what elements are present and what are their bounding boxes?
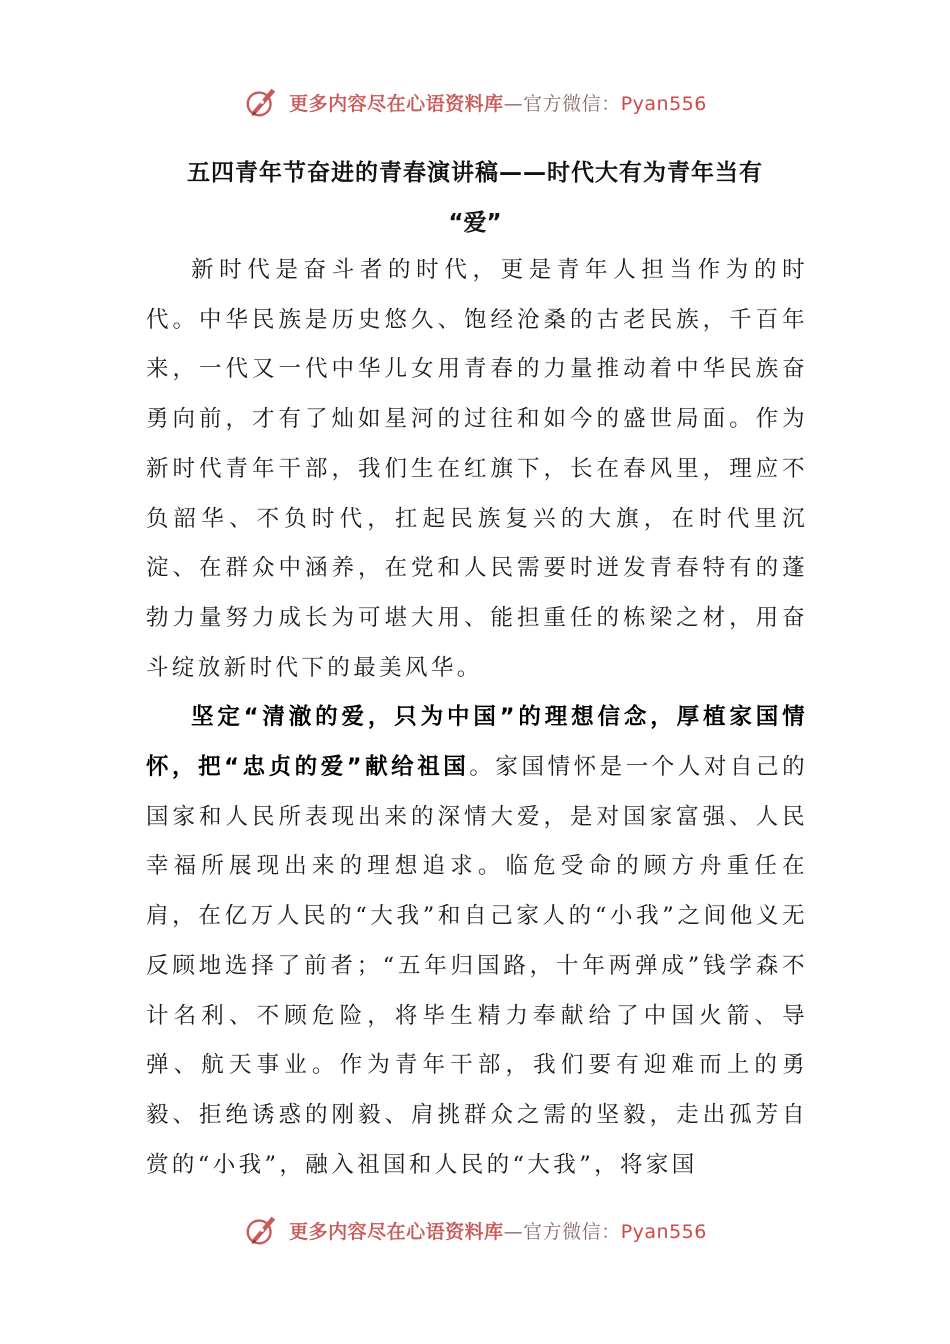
paragraph-1: 新时代是奋斗者的时代，更是青年人担当作为的时代。中华民族是历史悠久、饱经沧桑的古老民族，千百年来，一代又一代中华儿女用青春的力量推动着中华民族奋勇向前，才有了灿如星河的过往和如今的盛世局面。作为新时代青年干部，我们生在红旗下，长在春风里，理应不负韶华、不负时代，扛起民族复兴的大旗，在时代里沉淀、在群众中涵养，在党和人民需要时迸发青春特有的蓬勃力量努力成长为可堪大用、能担重任的栋梁之材，用奋斗绽放新时代下的最美风华。 <box>146 257 808 681</box>
footer-watermark <box>0 1210 950 1250</box>
document-title-line-2: “爱” <box>448 210 502 236</box>
watermark-main: 更多内容尽在心语资料库 <box>289 92 504 115</box>
watermark-main: 更多内容尽在心语资料库 <box>289 1220 504 1243</box>
paragraph-2-heading: 坚定“清澈的爱，只为中国”的理想信念，厚植家国情怀，把“忠贞的爱”献给祖国 <box>146 704 808 781</box>
document-body <box>146 246 808 1190</box>
header-watermark <box>0 82 950 122</box>
paragraph-2-text: 。家国情怀是一个人对自己的国家和人民所表现出来的深情大爱，是对国家富强、人民幸福所展现出来的理想追求。临危受命的顾方舟重任在肩，在亿万人民的“大我”和自己家人的“小我”之间他义无反顾地选择了前者；“五年归国路，十年两弹成”钱学森不计名利、不顾危险，将毕生精力奉献给了中国火箭、导弹、航天事业。作为青年干部，我们要有迎难而上的勇毅、拒绝诱惑的刚毅、肩挑群众之需的坚毅，走出孤芳自赏的“小我”，融入祖国和人民的“大我”，将家国 <box>146 754 809 1178</box>
quill-logo-icon <box>243 1211 281 1249</box>
document-title-line-1: 五四青年节奋进的青春演讲稿——时代大有为青年当有 <box>187 160 763 186</box>
watermark-id: Pyan556 <box>620 1220 707 1243</box>
quill-logo-icon <box>243 83 281 121</box>
watermark-id: Pyan556 <box>620 92 707 115</box>
watermark-separator: — <box>503 92 524 115</box>
watermark-separator: — <box>503 1220 524 1243</box>
paragraph-2 <box>146 693 808 1190</box>
watermark-text <box>289 89 707 116</box>
watermark-text <box>289 1217 707 1244</box>
watermark-channel: 官方微信： <box>523 1220 621 1243</box>
watermark-channel: 官方微信： <box>523 92 621 115</box>
